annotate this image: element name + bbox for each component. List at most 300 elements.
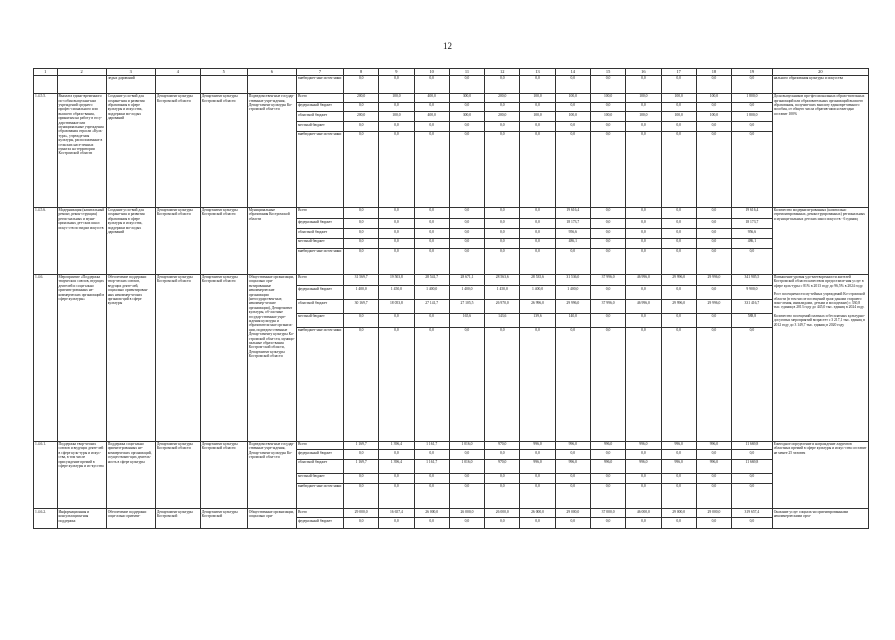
value-cell: 0,0 (590, 286, 625, 300)
value-cell: 956,6 (555, 229, 590, 239)
value-cell: 0,0 (732, 76, 773, 94)
value-cell: 19 616,4 (555, 207, 590, 219)
value-cell: 0,0 (696, 483, 731, 509)
value-cell: 970,0 (485, 441, 520, 450)
value-cell: 0,0 (485, 131, 520, 207)
value-cell: 140,0 (555, 313, 590, 327)
goal-cell: ледых дарований (106, 76, 155, 94)
value-cell: 0,0 (661, 122, 696, 132)
value-cell: 0,0 (590, 313, 625, 327)
value-cell: 16 657,4 (379, 509, 414, 518)
funding-source: областной бюджет (296, 300, 343, 314)
value-cell: 0,0 (661, 131, 696, 207)
value-cell: 0,0 (414, 327, 449, 441)
value-cell: 30 169,7 (343, 300, 378, 314)
column-number: 18 (696, 69, 731, 76)
item-name: Модернизация (капитальный ремонт, рекон-струкция) регио-нальных и муни-ципальных дет-ских школ искус-ств по видам искусств (57, 207, 106, 274)
value-cell: 29 000,0 (343, 509, 378, 518)
value-cell: 1 169,7 (343, 441, 378, 450)
column-number: 9 (379, 69, 414, 76)
value-cell: 100,0 (626, 93, 661, 102)
value-cell: 0,0 (661, 483, 696, 509)
item-result (772, 207, 868, 274)
value-cell: 0,0 (520, 239, 555, 249)
value-cell: 996,0 (555, 460, 590, 474)
value-cell: 100,0 (379, 93, 414, 102)
value-cell: 0,0 (414, 239, 449, 249)
value-cell: 0,0 (590, 327, 625, 441)
funding-source: внебюджет-ные источ-ники (296, 327, 343, 441)
funding-source: федеральный бюджет (296, 518, 343, 529)
value-cell: 0,0 (626, 207, 661, 219)
column-number: 3 (106, 69, 155, 76)
empty-cell (34, 76, 58, 94)
value-cell: 100,0 (520, 112, 555, 122)
value-cell: 1 400,0 (343, 286, 378, 300)
value-cell: 100,0 (590, 112, 625, 122)
value-cell: 31 536,0 (555, 274, 590, 286)
table-row (34, 93, 869, 102)
value-cell: 0,0 (626, 76, 661, 94)
value-cell: 0,0 (626, 327, 661, 441)
value-cell: 0,0 (590, 102, 625, 112)
value-cell: 0,0 (732, 131, 773, 207)
column-number: 8 (343, 69, 378, 76)
value-cell: 0,0 (590, 518, 625, 529)
value-cell: 0,0 (414, 229, 449, 239)
value-cell: 970,0 (485, 460, 520, 474)
funding-source: областной бюджет (296, 112, 343, 122)
value-cell: 0,0 (555, 248, 590, 274)
value-cell: 11 669,8 (732, 441, 773, 450)
value-cell: 37 000,0 (590, 509, 625, 518)
value-cell: 0,0 (696, 473, 731, 483)
value-cell: 0,0 (626, 122, 661, 132)
column-number: 6 (247, 69, 296, 76)
value-cell: 0,0 (379, 131, 414, 207)
value-cell: 200,0 (343, 93, 378, 102)
funding-source: местный бюджет (296, 239, 343, 249)
value-cell: 27 141,7 (414, 300, 449, 314)
budget-table (33, 68, 869, 529)
value-cell: 996,0 (696, 441, 731, 450)
value-cell: 996,0 (626, 460, 661, 474)
value-cell: 0,0 (343, 207, 378, 219)
value-cell: 0,0 (732, 518, 773, 529)
value-cell: 0,0 (485, 239, 520, 249)
value-cell: 0,0 (555, 122, 590, 132)
result-text: Оказание услуг социаль-но ориентированными некоммерческими орга- (773, 509, 849, 519)
value-cell: 100,0 (379, 112, 414, 122)
value-cell: 0,0 (626, 229, 661, 239)
value-cell: 1 169,7 (343, 460, 378, 474)
value-cell: 0,0 (343, 483, 378, 509)
value-cell: 0,0 (379, 450, 414, 460)
funding-source: федеральный бюджет (296, 450, 343, 460)
value-cell: 0,0 (555, 102, 590, 112)
value-cell: 28 563,6 (485, 274, 520, 286)
value-cell: 0,0 (520, 122, 555, 132)
value-cell: 0,0 (696, 313, 731, 327)
value-cell: 996,0 (590, 441, 625, 450)
funding-source: областной бюджет (296, 460, 343, 474)
value-cell: 0,0 (696, 327, 731, 441)
value-cell: 0,0 (696, 239, 731, 249)
value-cell: 139,6 (520, 313, 555, 327)
column-number: 10 (414, 69, 449, 76)
value-cell: 0,0 (343, 122, 378, 132)
value-cell: 0,0 (379, 76, 414, 94)
value-cell: 0,0 (485, 473, 520, 483)
value-cell: 100,0 (520, 93, 555, 102)
column-number: 5 (200, 69, 247, 76)
result-text: Повышение уровня удо-влетворенности жителей Костромской области качеством предоставле-ния услуг в сфере куль-туры с 81% в 2013 году до 96,5% в 2024 году. (773, 274, 864, 288)
column-number: 7 (296, 69, 343, 76)
value-cell: 46 000,0 (626, 509, 661, 518)
value-cell: 29 000,0 (696, 509, 731, 518)
value-cell: 0,0 (590, 131, 625, 207)
value-cell: 0,0 (732, 102, 773, 112)
funding-source: Всего (296, 207, 343, 219)
result-text: Количество посещений платных и бесплатных культурно-досуговых мероприятий возрастет с 3 217,1 тыс. единиц в 2012 году до 3 149,7 тыс. единиц в 2020 году (773, 313, 865, 327)
value-cell: 0,0 (485, 518, 520, 529)
item-goal: Обеспечение поддержки твор-ческих союзов, ведущих деяте-лей, социально ориентирован-ных некоммер-ческих организа-ций в сфере культуры (106, 274, 155, 441)
value-cell: 0,0 (379, 313, 414, 327)
value-cell: 0,0 (520, 518, 555, 529)
value-cell: 200,0 (485, 93, 520, 102)
value-cell: 0,0 (520, 102, 555, 112)
funding-source: федеральный бюджет (296, 286, 343, 300)
value-cell: 0,0 (379, 102, 414, 112)
value-cell: 31 569,7 (343, 274, 378, 286)
value-cell: 0,0 (661, 76, 696, 94)
value-cell: 1 400,0 (520, 286, 555, 300)
value-cell: 0,0 (555, 450, 590, 460)
value-cell: 26 000,0 (449, 509, 484, 518)
column-number: 4 (155, 69, 200, 76)
item-receiver: Департамент культуры Костромской области (200, 207, 247, 274)
funding-source: федеральный бюджет (296, 102, 343, 112)
value-cell: 0,0 (379, 327, 414, 441)
item-recipient: Подведомствен-ные государ-ственные учре-ждения, Депар-тамент культуры Ко-стромской обла-сти (247, 441, 296, 509)
column-number: 1 (34, 69, 58, 76)
value-cell: 29 996,0 (661, 300, 696, 314)
item-name: Мероприятие «Поддержка творческих союзов, ведущих деятелей и соци-ально ориенти-рованных не-коммерческих организаций в сфере культуры» (57, 274, 106, 441)
value-cell: 0,0 (661, 327, 696, 441)
value-cell: 46 996,0 (626, 300, 661, 314)
value-cell: 0,0 (449, 102, 484, 112)
value-cell: 1 800,0 (732, 93, 773, 102)
value-cell: 1 400,0 (414, 286, 449, 300)
value-cell: 0,0 (343, 239, 378, 249)
value-cell: 0,0 (626, 518, 661, 529)
value-cell: 37 996,0 (590, 300, 625, 314)
value-cell: 37 996,0 (590, 274, 625, 286)
funding-source: Всего (296, 274, 343, 286)
value-cell: 0,0 (343, 219, 378, 229)
value-cell: 0,0 (661, 239, 696, 249)
value-cell: 0,0 (626, 450, 661, 460)
value-cell: 0,0 (696, 219, 731, 229)
value-cell: 0,0 (485, 102, 520, 112)
value-cell: 0,0 (414, 483, 449, 509)
value-cell: 0,0 (696, 122, 731, 132)
funding-source: внебюджет-ные источ-ники (296, 248, 343, 274)
value-cell: 0,0 (661, 248, 696, 274)
funding-source: Всего (296, 93, 343, 102)
value-cell: 0,0 (732, 483, 773, 509)
item-result (772, 93, 868, 207)
value-cell: 0,0 (449, 76, 484, 94)
value-cell: 486,1 (732, 239, 773, 249)
value-cell: 0,0 (696, 286, 731, 300)
value-cell: 0,0 (661, 286, 696, 300)
value-cell: 0,0 (485, 76, 520, 94)
value-cell: 0,0 (449, 473, 484, 483)
value-cell: 0,0 (590, 248, 625, 274)
item-number: 1.4.6. (34, 274, 58, 441)
item-executor: Департамент культуры Костромской (155, 509, 200, 529)
value-cell: 0,0 (379, 229, 414, 239)
value-cell: 29 996,0 (696, 300, 731, 314)
table-row (34, 207, 869, 219)
value-cell: 0,0 (626, 248, 661, 274)
item-goal: Обеспечение поддержки соци-ально ориенти- (106, 509, 155, 529)
value-cell: 0,0 (661, 473, 696, 483)
value-cell: 28 671,1 (449, 274, 484, 286)
value-cell: 996,0 (520, 441, 555, 450)
value-cell: 0,0 (520, 450, 555, 460)
result-text: Рост посещаемости му-зейных учреждений Ко-стромской области (в том числе посещений граж-данами старшего поко-ления, инвалидами, детьми и молодежью) с 330,8 тыс. единиц в 2013 году до 445,0 тыс. единиц в 2024 году. (773, 292, 865, 310)
value-cell: 0,0 (520, 248, 555, 274)
value-cell: 0,0 (414, 313, 449, 327)
value-cell: 0,0 (555, 131, 590, 207)
value-cell: 0,0 (555, 327, 590, 441)
value-cell: 0,0 (485, 122, 520, 132)
value-cell: 100,0 (661, 93, 696, 102)
result-text: Ежегодное определение и награждение лауреатов областных премий в сфере культуры и искус-ства составит не менее 25 человек (773, 441, 867, 455)
value-cell: 486,1 (555, 239, 590, 249)
value-cell: 29 000,0 (661, 509, 696, 518)
value-cell: 0,0 (414, 248, 449, 274)
value-cell: 0,0 (343, 327, 378, 441)
value-cell: 0,0 (414, 122, 449, 132)
funding-source: Всего (296, 441, 343, 450)
value-cell: 0,0 (696, 207, 731, 219)
value-cell: 1 400,0 (449, 286, 484, 300)
table-row (34, 441, 869, 450)
value-cell: 0,0 (555, 483, 590, 509)
value-cell: 0,0 (379, 483, 414, 509)
value-cell: 100,0 (555, 112, 590, 122)
column-number: 12 (485, 69, 520, 76)
value-cell: 0,0 (520, 219, 555, 229)
funding-source: внебюджет-ные источ-ники (296, 131, 343, 207)
value-cell: 0,0 (343, 518, 378, 529)
value-cell: 0,0 (626, 102, 661, 112)
value-cell: 1 016,0 (449, 441, 484, 450)
page-number: 12 (443, 41, 452, 51)
value-cell: 0,0 (379, 518, 414, 529)
value-cell: 100,0 (590, 93, 625, 102)
value-cell: 0,0 (732, 450, 773, 460)
value-cell: 0,0 (732, 473, 773, 483)
value-cell: 0,0 (590, 239, 625, 249)
value-cell: 0,0 (414, 102, 449, 112)
value-cell: 0,0 (590, 450, 625, 460)
item-recipient: Общественные организации, социально ори- (247, 509, 296, 529)
funding-source: внебюджет-ные источ-ники (296, 483, 343, 509)
header-row (34, 69, 869, 76)
value-cell: 11 669,8 (732, 460, 773, 474)
value-cell: 1 450,0 (379, 286, 414, 300)
column-number: 17 (661, 69, 696, 76)
value-cell: 46 996,0 (626, 274, 661, 286)
table-row (34, 509, 869, 518)
value-cell: 1 450,0 (485, 286, 520, 300)
value-cell: 0,0 (661, 219, 696, 229)
value-cell: 341 905,5 (732, 274, 773, 286)
value-cell: 165,6 (449, 313, 484, 327)
value-cell: 100,0 (626, 112, 661, 122)
value-cell: 0,0 (590, 219, 625, 229)
value-cell: 0,0 (661, 229, 696, 239)
value-cell: 0,0 (696, 248, 731, 274)
item-executor: Департамент культуры Костромской области (155, 274, 200, 441)
value-cell: 1 396,4 (379, 441, 414, 450)
empty-cell (247, 76, 296, 94)
value-cell: 996,0 (590, 460, 625, 474)
value-cell: 0,0 (343, 248, 378, 274)
value-cell: 0,0 (414, 131, 449, 207)
value-cell: 0,0 (626, 483, 661, 509)
item-result (772, 441, 868, 509)
column-number: 15 (590, 69, 625, 76)
value-cell: 0,0 (449, 219, 484, 229)
value-cell: 0,0 (343, 473, 378, 483)
value-cell: 0,0 (343, 76, 378, 94)
value-cell: 100,0 (555, 93, 590, 102)
value-cell: 0,0 (449, 122, 484, 132)
item-name: Выплата едино-временного по-собия выпускни-кам учреждений среднего профес-сионального или высшего образо-вания, принятым на работу в госу-дарственные или муниципальные учреждения образования отрасли «Куль-тура», учрежде-ния культуры, расположенные в сельских насе-ленных пунктах на территории Костромской области (57, 93, 106, 207)
value-cell: 0,0 (414, 207, 449, 219)
value-cell: 0,0 (520, 207, 555, 219)
value-cell: 0,0 (590, 229, 625, 239)
value-cell: 28 535,6 (520, 274, 555, 286)
value-cell: 0,0 (379, 207, 414, 219)
item-result (772, 509, 868, 529)
value-cell: 0,0 (449, 518, 484, 529)
value-cell: 0,0 (520, 473, 555, 483)
value-cell: 400,0 (414, 112, 449, 122)
value-cell: 0,0 (449, 248, 484, 274)
funding-source: федеральный бюджет (296, 219, 343, 229)
value-cell: 0,0 (661, 207, 696, 219)
value-cell: 0,0 (626, 239, 661, 249)
value-cell: 0,0 (485, 327, 520, 441)
item-executor: Департамент культуры Костромской области (155, 441, 200, 509)
result-text: Доля выпускников про-фессиональных образо-вательных организаций или образовательных организаций высшего образования, получив-ших выплату единовре-менного пособия, от общего числа обратив-шихся ежегодно составит 100% (773, 94, 865, 116)
item-recipient: Муниципальные образования Костромской области (247, 207, 296, 274)
value-cell: 26 970,0 (485, 300, 520, 314)
value-cell: 0,0 (379, 248, 414, 274)
value-cell: 28 541,7 (414, 274, 449, 286)
value-cell: 19 503,8 (379, 274, 414, 286)
value-cell: 1 800,0 (732, 112, 773, 122)
value-cell: 0,0 (379, 473, 414, 483)
value-cell: 26 000,0 (520, 509, 555, 518)
value-cell: 956,6 (732, 229, 773, 239)
value-cell: 0,0 (414, 518, 449, 529)
value-cell: 29 000,0 (555, 509, 590, 518)
value-cell: 0,0 (732, 122, 773, 132)
value-cell: 0,0 (555, 518, 590, 529)
value-cell: 0,0 (485, 248, 520, 274)
table-row (34, 274, 869, 286)
value-cell: 996,0 (626, 441, 661, 450)
value-cell: 0,0 (485, 219, 520, 229)
value-cell: 996,0 (555, 441, 590, 450)
value-cell: 0,0 (379, 219, 414, 229)
value-cell: 29 996,0 (696, 274, 731, 286)
value-cell: 331 416,7 (732, 300, 773, 314)
funding-source: местный бюджет (296, 313, 343, 327)
value-cell: 0,0 (590, 473, 625, 483)
value-cell: 0,0 (661, 450, 696, 460)
item-goal: Создание усло-вий для сохране-ния и развития образования в сфере культуры и искусства, поддержки мо-лодых дарований (106, 93, 155, 207)
value-cell: 1 161,7 (414, 460, 449, 474)
value-cell: 300,0 (449, 112, 484, 122)
value-cell: 0,0 (626, 131, 661, 207)
value-cell: 0,0 (485, 450, 520, 460)
value-cell: 26 000,0 (414, 509, 449, 518)
value-cell: 1 396,4 (379, 460, 414, 474)
value-cell: 27 105,5 (449, 300, 484, 314)
value-cell: 0,0 (520, 131, 555, 207)
column-number: 19 (732, 69, 773, 76)
value-cell: 26 996,0 (520, 300, 555, 314)
column-number: 20 (772, 69, 868, 76)
item-receiver: Департамент культуры Костромской области (200, 93, 247, 207)
item-goal: Поддержка соци-ально ориенти-рованных не-коммерческих организаций, осуществляю-щих деятель-ность в сфере культуры (106, 441, 155, 509)
value-cell: 1 161,7 (414, 441, 449, 450)
value-cell: 319 657,4 (732, 509, 773, 518)
continuation-row (34, 76, 869, 94)
item-receiver: Департамент культуры Костромской области (200, 274, 247, 441)
value-cell: 0,0 (661, 102, 696, 112)
value-cell: 0,0 (414, 76, 449, 94)
value-cell: 0,0 (661, 313, 696, 327)
item-executor: Департамент культуры Костромской области (155, 93, 200, 207)
value-cell: 0,0 (449, 239, 484, 249)
value-cell: 0,0 (590, 122, 625, 132)
value-cell: 0,0 (661, 518, 696, 529)
column-number: 13 (520, 69, 555, 76)
value-cell: 0,0 (732, 248, 773, 274)
funding-source: Всего (296, 509, 343, 518)
item-recipient: Подведомствен-ные государ-ственные учре-ждения, Депар-тамент культуры Ко-стромской обла-сти (247, 93, 296, 207)
value-cell: 9 900,0 (732, 286, 773, 300)
value-cell: 0,0 (626, 219, 661, 229)
value-cell: 200,0 (485, 112, 520, 122)
value-cell: 100,0 (696, 93, 731, 102)
column-number: 2 (57, 69, 106, 76)
value-cell: 0,0 (485, 229, 520, 239)
value-cell: 0,0 (590, 483, 625, 509)
item-number: 1.4.5.6. (34, 207, 58, 274)
value-cell: 996,0 (696, 460, 731, 474)
value-cell: 0,0 (343, 102, 378, 112)
